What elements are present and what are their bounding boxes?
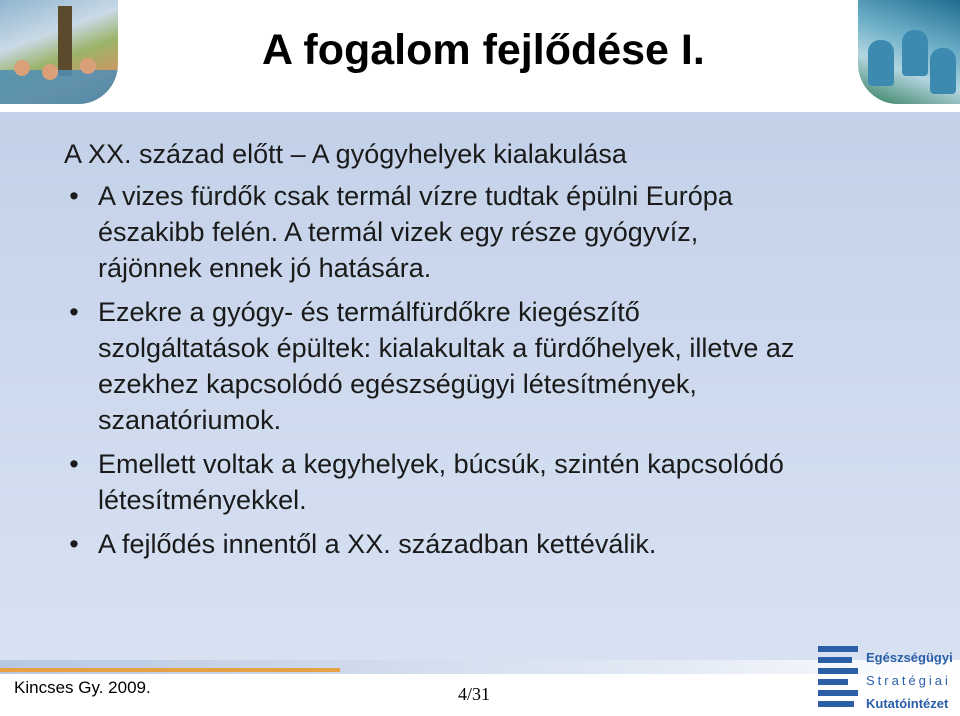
spa-photo [0,0,118,104]
logo-stripes-icon [818,646,858,716]
bullet-line: ezekhez kapcsolódó egészségügyi létesítmények, [98,369,697,399]
surgery-photo [858,0,960,104]
slide-body [64,136,904,570]
surgeon-shape [930,48,956,94]
bullet-line: rájönnek ennek jó hatására. [98,253,432,283]
bullet-line: északibb felén. A termál vizek egy része gyógyvíz, [98,217,699,247]
bather-shape [80,58,96,74]
bullet-item [64,526,904,562]
accent-line [0,668,340,672]
bullet-item [64,178,904,286]
logo-line: Kutatóintézet [866,696,949,711]
bullet-marker: • [69,181,79,211]
bullet-line: A fejlődés innentől a XX. században kettéválik. [98,529,657,559]
slide-title: A fogalom fejlődése I. [262,26,705,74]
palm-tree-shape [58,6,72,76]
bullet-line: Emellett voltak a kegyhelyek, búcsúk, szintén kapcsolódó [98,449,784,479]
intro-text: A XX. század előtt – A gyógyhelyek kialakulása [64,139,627,169]
bather-shape [42,64,58,80]
logo-line: Stratégiai [866,673,951,688]
logo-line: Egészségügyi [866,650,953,665]
bullet-line: szolgáltatások épültek: kialakultak a fürdőhelyek, illetve az [98,333,795,363]
page-number: 4/31 [458,684,491,704]
surgeon-shape [902,30,928,76]
bullet-item [64,294,904,438]
bullet-marker: • [69,297,79,327]
bullet-item [64,446,904,518]
logo-text [866,646,960,715]
bather-shape [14,60,30,76]
surgeon-shape [868,40,894,86]
bullet-line: létesítményekkel. [98,485,307,515]
footer-author: Kincses Gy. 2009. [14,678,151,697]
institute-logo [818,646,960,716]
slide-header [0,0,960,112]
bullet-marker: • [69,449,79,479]
bullet-line: szanatóriumok. [98,405,282,435]
bullet-marker: • [69,529,79,559]
bullet-line: Ezekre a gyógy- és termálfürdőkre kiegészítő [98,297,640,327]
bullet-line: A vizes fürdők csak termál vízre tudtak épülni Európa [98,181,733,211]
